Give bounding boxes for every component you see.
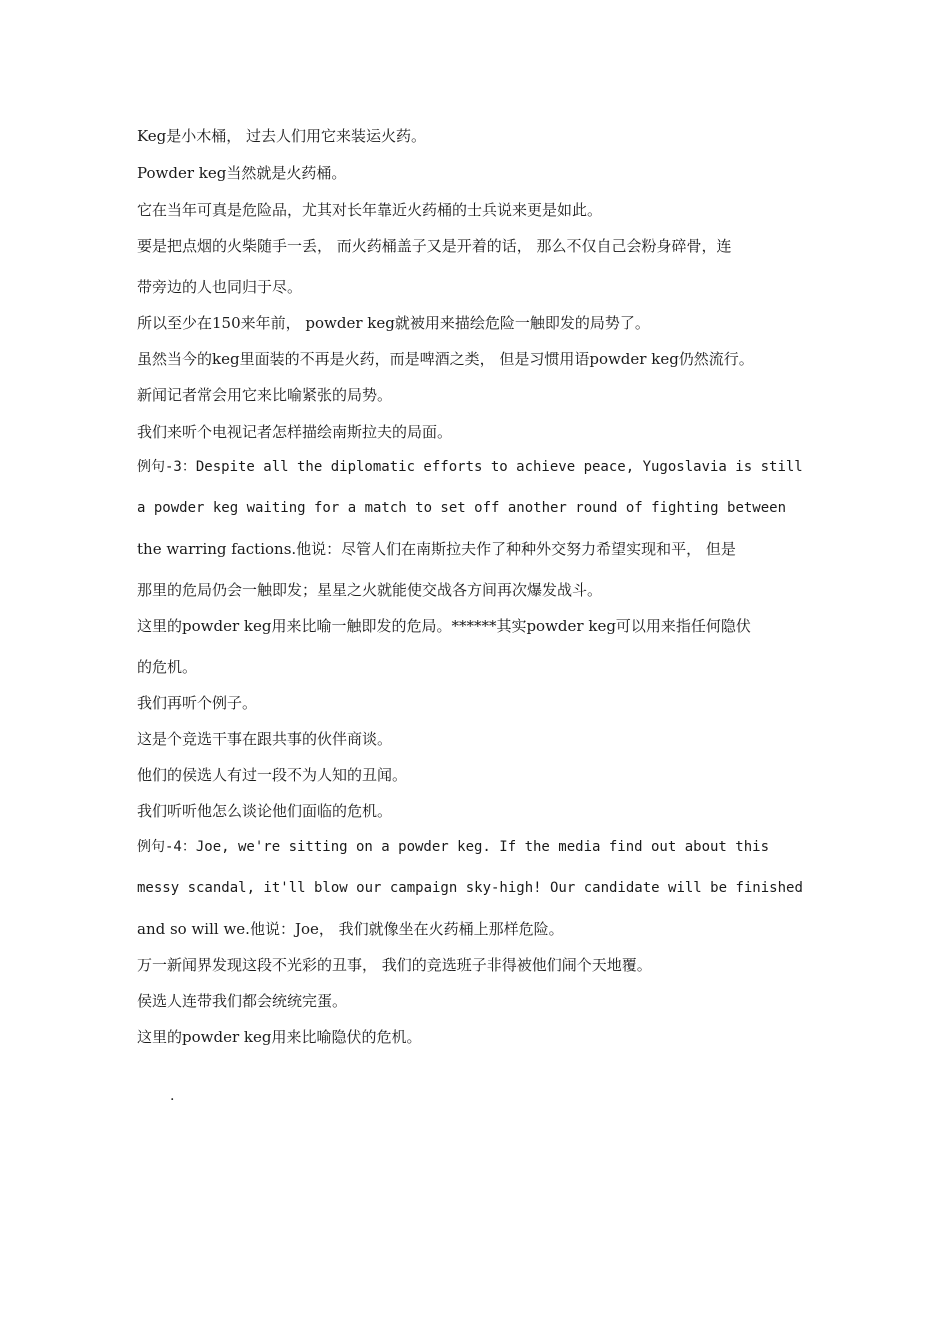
text-line: 要是把点烟的火柴随手一丢， 而火药桶盖子又是开着的话， 那么不仅自己会粉身碎骨，连 <box>137 237 732 255</box>
text-line: 它在当年可真是危险品，尤其对长年靠近火药桶的士兵说来更是如此。 <box>137 201 603 219</box>
footer-mark: . <box>170 1088 175 1104</box>
text-line: and so will we.他说：Joe， 我们就像坐在火药桶上那样危险。 <box>137 920 564 938</box>
text-line: 我们再听个例子。 <box>137 694 258 712</box>
text-line: 这里的powder keg用来比喻隐伏的危机。 <box>137 1028 422 1046</box>
text-line: 我们来听个电视记者怎样描绘南斯拉夫的局面。 <box>137 423 453 441</box>
text-line: 带旁边的人也同归于尽。 <box>137 278 303 296</box>
text-line: 的危机。 <box>137 658 198 676</box>
text-line: 虽然当今的keg里面装的不再是火药，而是啤酒之类， 但是习惯用语powder keg仍然流行。 <box>137 350 754 368</box>
text-line: 这里的powder keg用来比喻一触即发的危局。******其实powder keg可以用来指任何隐伏 <box>137 617 751 635</box>
text-line: 他们的侯选人有过一段不为人知的丑闻。 <box>137 766 408 784</box>
text-line: the warring factions.他说：尽管人们在南斯拉夫作了种种外交努力希望实现和平， 但是 <box>137 540 736 558</box>
text-line: 万一新闻界发现这段不光彩的丑事， 我们的竞选班子非得被他们闹个天地覆。 <box>137 956 652 974</box>
text-line: 例句-4：Joe, we're sitting on a powder keg. If the media find out about this <box>137 839 770 855</box>
text-line: messy scandal, it'll blow our campaign sky-high! Our candidate will be finished <box>137 880 803 896</box>
text-line: Keg是小木桶， 过去人们用它来装运火药。 <box>137 127 427 145</box>
text-line: 那里的危局仍会一触即发；星星之火就能使交战各方间再次爆发战斗。 <box>137 581 603 599</box>
text-line: a powder keg waiting for a match to set off another round of fighting between <box>137 500 787 516</box>
text-line: Powder keg当然就是火药桶。 <box>137 164 347 182</box>
text-line: 这是个竞选干事在跟共事的伙伴商谈。 <box>137 730 393 748</box>
text-line: 我们听听他怎么谈论他们面临的危机。 <box>137 802 393 820</box>
text-line: 例句-3：Despite all the diplomatic efforts to achieve peace, Yugoslavia is still <box>137 459 803 475</box>
text-line: 所以至少在150来年前， powder keg就被用来描绘危险一触即发的局势了。 <box>137 314 650 332</box>
text-line: 新闻记者常会用它来比喻紧张的局势。 <box>137 386 393 404</box>
text-line: 侯选人连带我们都会统统完蛋。 <box>137 992 348 1010</box>
